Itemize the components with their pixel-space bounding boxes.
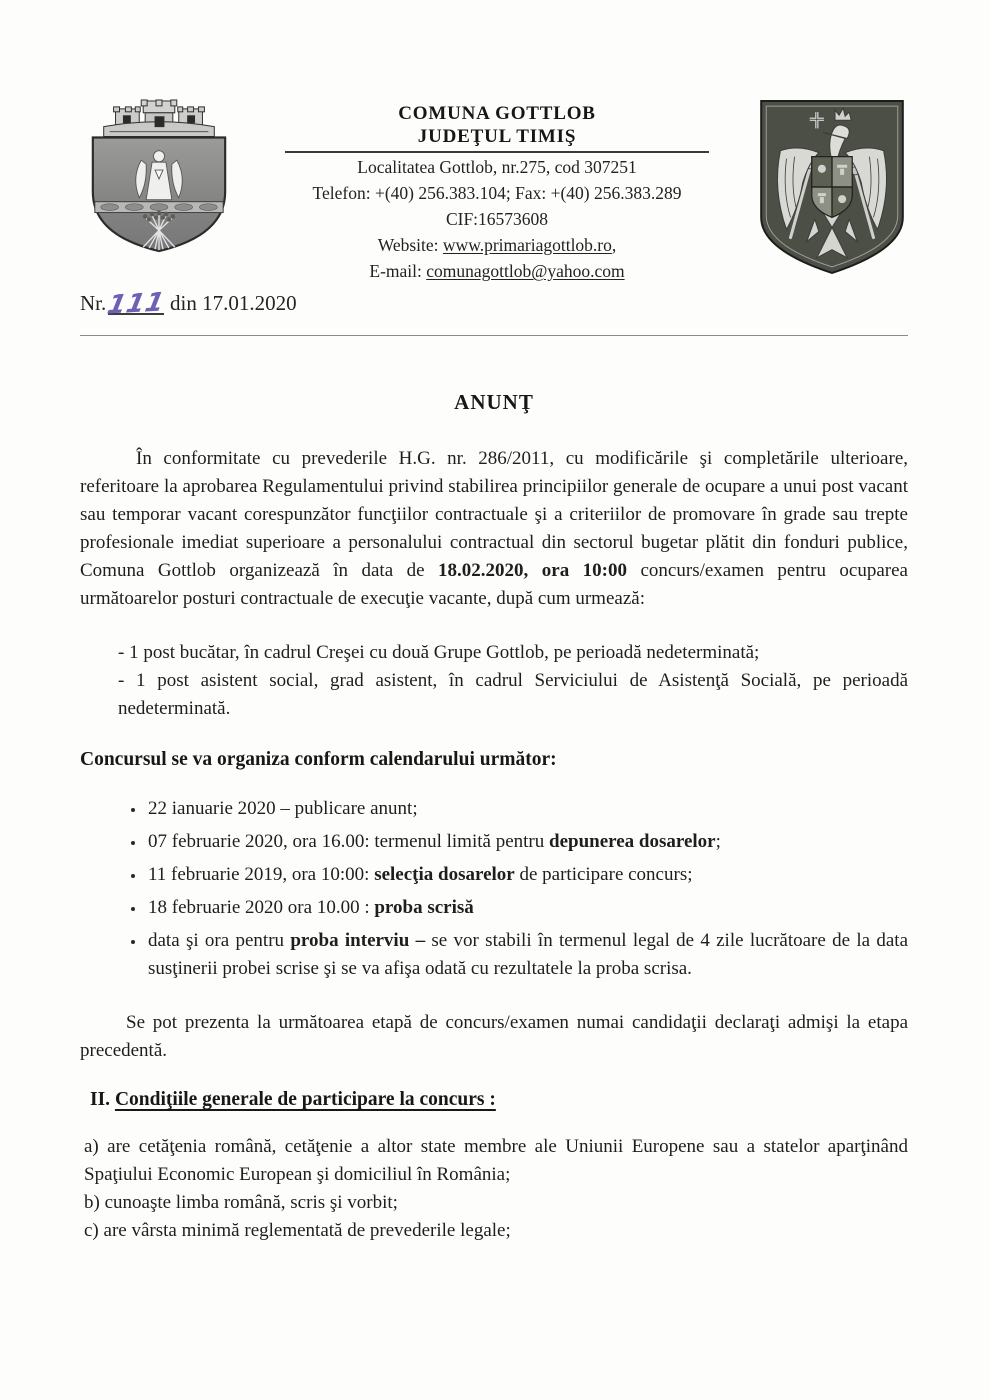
followup-paragraph: Se pot prezenta la următoarea etapă de concurs/examen numai candidaţii declaraţi admişi la etapa precedentă. bbox=[80, 1012, 908, 1061]
conditions-list bbox=[80, 1133, 908, 1245]
section-heading bbox=[80, 1089, 908, 1111]
calendar-heading: Concursul se va organiza conform calendarului următor: bbox=[80, 749, 557, 770]
registration-line bbox=[80, 287, 908, 321]
intro-paragraph: În conformitate cu prevederile H.G. nr. 286/2011, cu modificările şi completările ulterioare, referitoare la aprobarea Regulamentului privind stabilirea principiilor generale de ocupare a unui post vacant sau temporar vacant corespunzător funcţiilor contractuale şi a criteriilor de promovare în grade sau trepte profesionale imediat superioare a personalului contractual din sectorul bugetar plătit din fonduri publice, Comuna Gottlob organizează în data de 18.02.2020, ora 10:00 concurs/examen pentru ocuparea următoarelor posturi contractuale de execuţie vacante, după cum urmează: bbox=[80, 448, 908, 609]
website-link: www.primariagottlob.ro bbox=[442, 235, 612, 255]
address-line: Localitatea Gottlob, nr.275, cod 307251 bbox=[357, 157, 637, 177]
gottlob-coat-of-arms-image bbox=[80, 98, 238, 256]
romania-coat-of-arms bbox=[756, 98, 908, 281]
phone-fax-line: Telefon: +(40) 256.383.104; Fax: +(40) 256.383.289 bbox=[312, 183, 682, 203]
letterhead-center bbox=[238, 98, 756, 283]
calendar-item: • 18 februarie 2020 ora 10.00 : proba scrisă bbox=[146, 894, 908, 922]
email-link: comunagottlob@yahoo.com bbox=[426, 261, 625, 281]
letterhead bbox=[80, 98, 908, 283]
registration-date: din 17.01.2020 bbox=[170, 291, 297, 315]
romania-coat-of-arms-image bbox=[756, 98, 908, 276]
registration-number-blank bbox=[104, 287, 168, 321]
vacancy-item: - 1 post bucătar, în cadrul Creşei cu două Grupe Gottlob, pe perioadă nedeterminată; bbox=[118, 642, 760, 663]
email-label: E-mail: bbox=[369, 261, 427, 281]
condition-item: c) are vârsta minimă reglementată de prevederile legale; bbox=[84, 1220, 511, 1241]
county-name: JUDEŢUL TIMIŞ bbox=[285, 125, 709, 153]
condition-item: b) cunoaşte limba română, scris şi vorbit; bbox=[84, 1192, 398, 1213]
announcement-title: ANUNŢ bbox=[454, 390, 534, 414]
divider-rule bbox=[80, 335, 908, 336]
org-name: COMUNA GOTTLOB bbox=[398, 103, 596, 124]
handwritten-number: 111 bbox=[104, 287, 168, 321]
calendar-item: • data şi ora pentru proba interviu – se vor stabili în termenul legal de 4 zile lucrătoare de la data susţinerii probei scrise şi se va afişa odată cu rezultatele la proba scrisa. bbox=[146, 927, 908, 983]
calendar-item: • 07 februarie 2020, ora 16.00: termenul limită pentru depunerea dosarelor; bbox=[146, 828, 908, 856]
calendar-item: • 22 ianuarie 2020 – publicare anunt; bbox=[146, 795, 908, 823]
calendar-item: • 11 februarie 2019, ora 10:00: selecţia dosarelor de participare concurs; bbox=[146, 861, 908, 889]
calendar-list bbox=[80, 795, 908, 983]
section-numeral: II. bbox=[90, 1089, 111, 1110]
cif-line: CIF:16573608 bbox=[445, 209, 549, 229]
vacancy-list bbox=[80, 639, 908, 723]
website-line bbox=[285, 234, 709, 257]
vacancy-item: - 1 post asistent social, grad asistent, în cadrul Serviciului de Asistenţă Socială, pe perioadă nedeterminată. bbox=[118, 670, 908, 719]
website-label: Website: bbox=[377, 235, 443, 255]
section-title: Condiţiile generale de participare la concurs : bbox=[114, 1089, 496, 1110]
website-suffix: , bbox=[611, 235, 617, 255]
gottlob-coat-of-arms bbox=[80, 98, 238, 261]
condition-item: a) are cetăţenia română, cetăţenie a altor state membre ale Uniunii Europene sau a statelor aparţinând Spaţiului Economic European şi domiciliul în România; bbox=[84, 1136, 908, 1185]
email-line bbox=[285, 260, 709, 283]
registration-prefix: Nr. bbox=[80, 291, 107, 315]
